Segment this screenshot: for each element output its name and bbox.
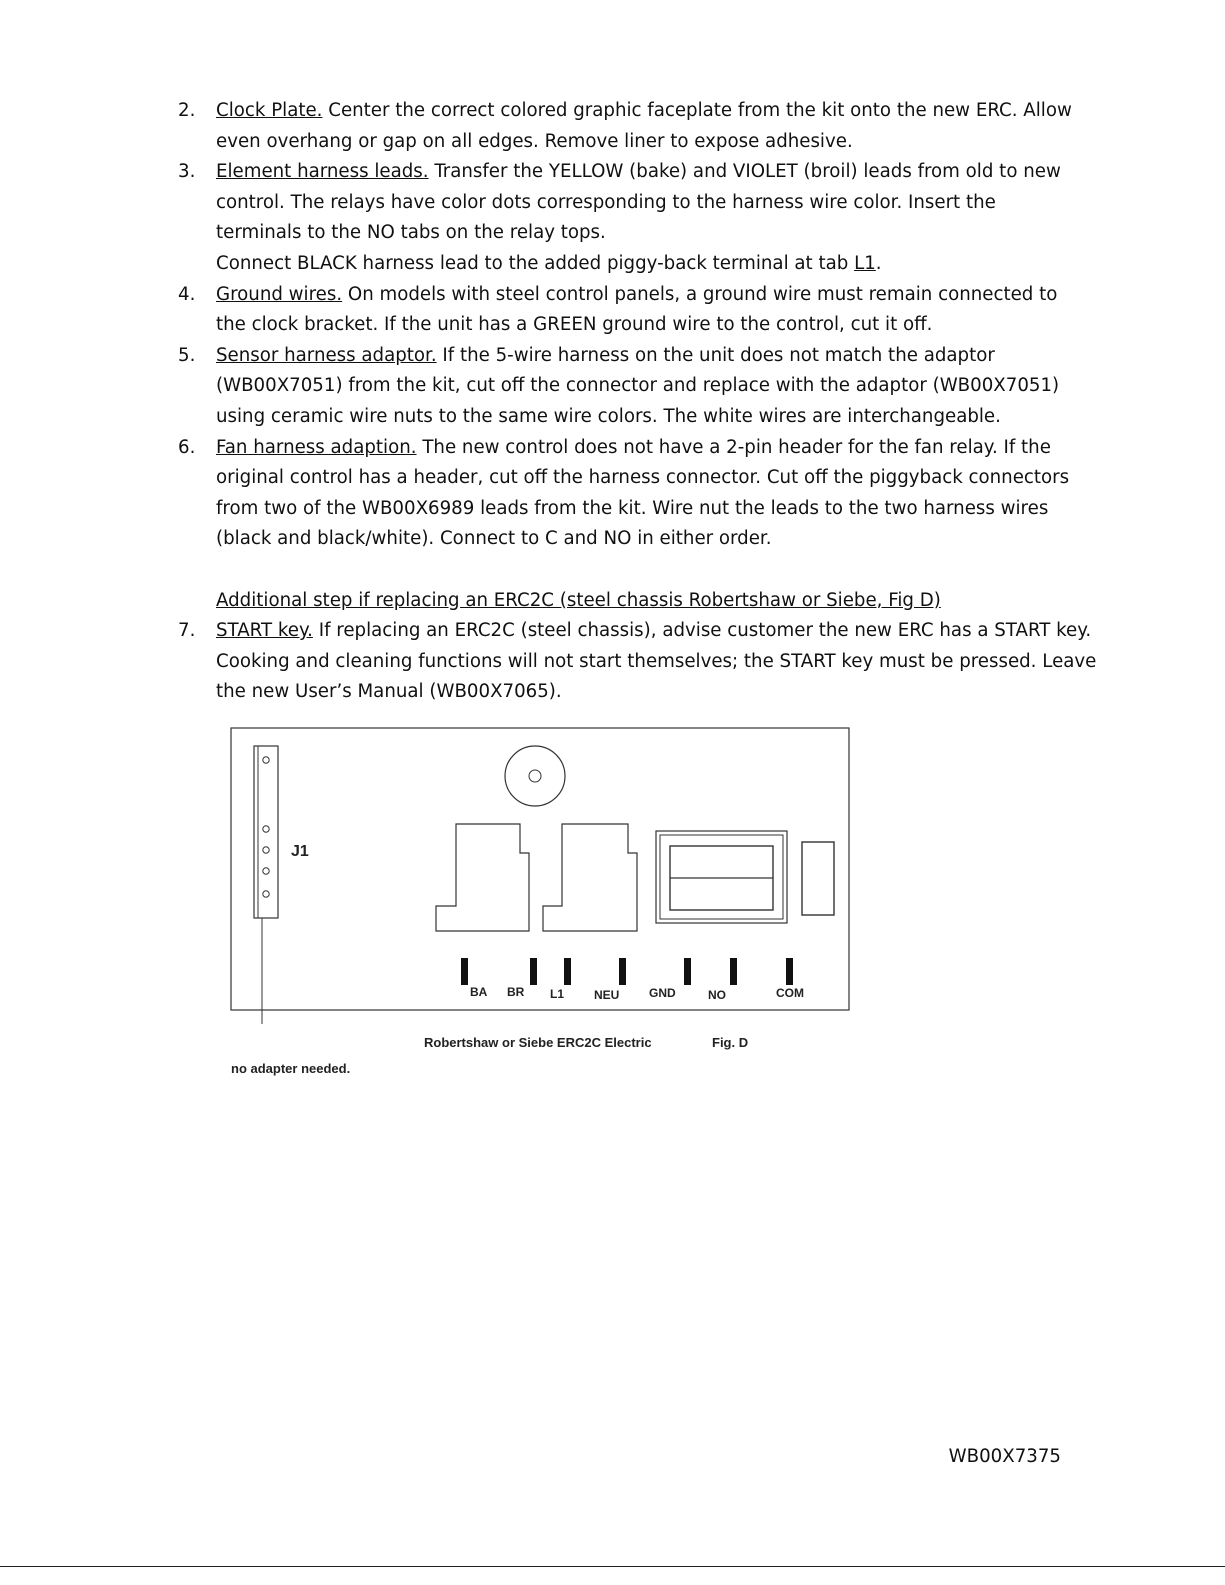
step-line: the clock bracket. If the unit has a GREEN ground wire to the control, cut it off. xyxy=(216,314,933,336)
erc2c-board-diagram xyxy=(228,726,854,1026)
figure-note: no adapter needed. xyxy=(231,1061,351,1076)
step-line: Ground wires. On models with steel control panels, a ground wire must remain connected to xyxy=(216,283,1058,305)
step-line: Sensor harness adaptor. If the 5-wire harness on the unit does not match the adaptor xyxy=(216,344,995,366)
j1-pin xyxy=(263,891,269,897)
instruction-list xyxy=(174,96,1097,708)
step-number: 4. xyxy=(178,283,196,305)
step-line: Fan harness adaption. The new control does not have a 2-pin header for the fan relay. If the xyxy=(216,436,1051,458)
step-line: using ceramic wire nuts to the same wire colors. The white wires are interchangeable. xyxy=(216,405,1001,427)
terminal-tab-ba xyxy=(461,958,468,985)
step-3 xyxy=(174,157,1074,279)
j1-pin xyxy=(263,757,269,763)
terminal-tab-br xyxy=(530,958,537,985)
terminal-label: NO xyxy=(708,988,726,1002)
step-heading: Clock Plate. xyxy=(216,100,323,121)
additional-step-heading: Additional step if replacing an ERC2C (steel chassis Robertshaw or Siebe, Fig D) xyxy=(216,589,941,611)
step-number: 2. xyxy=(178,100,196,121)
step-number: 3. xyxy=(178,161,196,183)
step-line: even overhang or gap on all edges. Remove liner to expose adhesive. xyxy=(216,130,853,152)
terminal-tab-neu xyxy=(619,958,626,985)
step-number: 7. xyxy=(178,620,196,642)
document-number: WB00X7375 xyxy=(948,1446,1061,1467)
step-6 xyxy=(174,433,1074,555)
blank-line xyxy=(174,555,1074,586)
step-number: 6. xyxy=(178,436,196,458)
step-line: Element harness leads. Transfer the YELLOW (bake) and VIOLET (broil) leads from old to new xyxy=(216,161,1061,183)
step-7 xyxy=(174,616,1097,708)
buzzer-center xyxy=(529,770,541,782)
j1-pin xyxy=(263,868,269,874)
terminal-label: BR xyxy=(507,985,525,999)
terminal-tab-gnd xyxy=(684,958,691,985)
step-line: original control has a header, cut off the harness connector. Cut off the piggyback connectors xyxy=(216,467,1070,489)
step-heading: START key. xyxy=(216,620,313,642)
terminal-tab-com xyxy=(786,958,793,985)
relay-1 xyxy=(436,824,529,931)
step-heading: Element harness leads. xyxy=(216,161,429,183)
terminal-label: NEU xyxy=(594,988,620,1002)
board-outline xyxy=(231,728,849,1010)
step-heading: Ground wires. xyxy=(216,283,343,305)
terminal-label: BA xyxy=(470,985,488,999)
step-heading: Sensor harness adaptor. xyxy=(216,344,437,366)
figure-label: Fig. D xyxy=(712,1035,749,1050)
j1-pin xyxy=(263,826,269,832)
terminal-label: L1 xyxy=(550,987,565,1001)
step-5 xyxy=(174,341,1074,433)
small-component xyxy=(802,842,834,915)
terminal-label: GND xyxy=(649,986,676,1000)
step-line: (black and black/white). Connect to C and NO in either order. xyxy=(216,528,772,550)
relay-2 xyxy=(543,824,637,931)
figure-caption: Robertshaw or Siebe ERC2C Electric xyxy=(424,1035,652,1050)
j1-label: J1 xyxy=(291,843,309,860)
terminal-tab-l1 xyxy=(564,958,571,985)
step-4 xyxy=(174,280,1074,341)
terminal-tab-no xyxy=(730,958,737,985)
step-line: START key. If replacing an ERC2C (steel chassis), advise customer the new ERC has a START key. xyxy=(216,620,1092,642)
display-frame xyxy=(660,835,783,919)
step-line: Clock Plate. Center the correct colored graphic faceplate from the kit onto the new ERC. Allow xyxy=(216,100,1072,121)
step-line: control. The relays have color dots corresponding to the harness wire color. Insert the xyxy=(216,191,996,213)
step-line: terminals to the NO tabs on the relay tops. xyxy=(216,222,606,244)
step-line: Connect BLACK harness lead to the added piggy-back terminal at tab L1. xyxy=(216,252,882,274)
step-line: Cooking and cleaning functions will not start themselves; the START key must be pressed. Leave xyxy=(216,650,1097,672)
step-line: from two of the WB00X6989 leads from the kit. Wire nut the leads to the two harness wires xyxy=(216,497,1049,519)
step-heading: Fan harness adaption. xyxy=(216,436,417,458)
j1-pin xyxy=(263,847,269,853)
step-2 xyxy=(174,96,1074,157)
display-outer xyxy=(656,831,787,923)
bottom-rule xyxy=(0,1566,1225,1567)
step-number: 5. xyxy=(178,344,196,366)
buzzer xyxy=(505,746,565,806)
step-line: the new User’s Manual (WB00X7065). xyxy=(216,681,562,703)
step-line: (WB00X7051) from the kit, cut off the connector and replace with the adaptor (WB00X7051) xyxy=(216,375,1060,397)
terminal-label: COM xyxy=(776,986,804,1000)
